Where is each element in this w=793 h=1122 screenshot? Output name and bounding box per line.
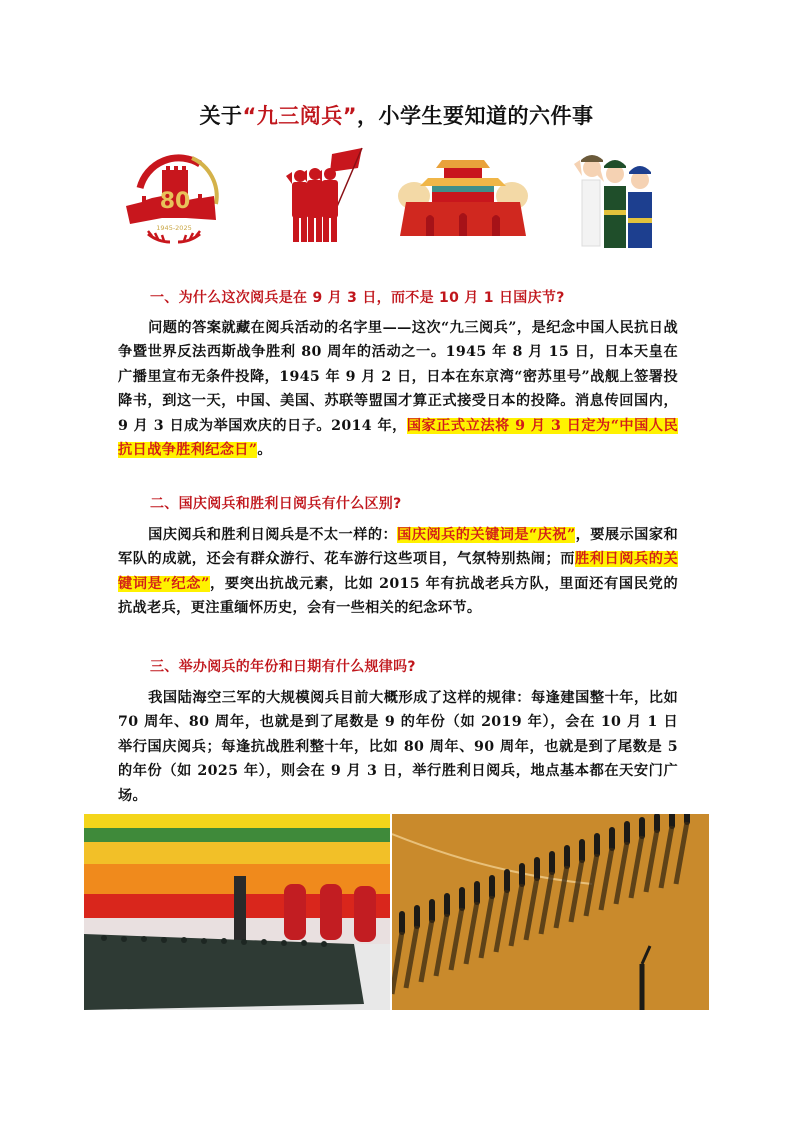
soldiers-shadows-photo (392, 814, 709, 1010)
anniversary-logo-icon (122, 146, 222, 246)
section-1-end: 。 (257, 442, 272, 459)
parade-photos (84, 814, 709, 1010)
title-highlight: “九三阅兵” (242, 104, 358, 128)
section-3-paragraph (118, 686, 678, 808)
illustration-row (110, 146, 690, 256)
section-1-paragraph (118, 316, 678, 462)
tiananmen-gate-icon (398, 146, 528, 241)
svg-text:1945-2025: 1945-2025 (156, 224, 192, 232)
page-title (0, 100, 793, 130)
saluting-soldiers-flag-icon (278, 146, 368, 246)
section-2-highlight-2: 胜利日阅兵的关键词是“纪念” (118, 551, 679, 592)
saluting-officers-icon (568, 146, 668, 251)
section-3-text: 我国陆海空三军的大规模阅兵目前大概形成了这样的规律：每逢建国整十年，比如 70 周年、80 周年，也就是到了尾数是 9 的年份（如 2019 年），会在 10 月 1 日举行国庆阅兵；每逢抗战胜利整十年，比如 80 周年、90 周年，也就是到了尾数是 5 的年份（如 2025 年），则会在 9 月 3 日，举行胜利日阅兵，地点基本都在天安门广场。 (118, 690, 678, 804)
title-suffix: ，小学生要知道的六件事 (357, 104, 594, 128)
section-2-heading: 二、国庆阅兵和胜利日阅兵有什么区别? (150, 496, 402, 512)
section-1-heading: 一、为什么这次阅兵是在 9 月 3 日，而不是 10 月 1 日国庆节? (150, 290, 565, 306)
section-2-text-1: 国庆阅兵和胜利日阅兵是不太一样的： (148, 527, 398, 543)
section-1-text: 问题的答案就藏在阅兵活动的名字里——这次“九三阅兵”，是纪念中国人民抗日战争暨世界反法西斯战争胜利 80 周年的活动之一。1945 年 8 月 15 日，日本天皇在广播里宣布无条件投降，1945 年 9 月 2 日，日本在东京湾“密苏里号”战舰上签署投降书，到这一天，中国、美国、苏联等盟国才算正式接受日本的投降。消息传回国内，9 月 3 日成为举国欢庆的日子。2014 年， (118, 320, 678, 434)
section-2-text-2: ，要展示国家和军队的成就，还会有群众游行、花车游行这些项目，气氛特别热闹；而 (118, 527, 679, 568)
section-2-paragraph (118, 523, 678, 621)
section-2-highlight-1: 国庆阅兵的关键词是“庆祝” (397, 527, 576, 543)
section-2-text-3: ，要突出抗战元素，比如 2015 年有抗战老兵方队，里面还有国民党的抗战老兵，更注重缅怀历史，会有一些相关的纪念环节。 (118, 575, 678, 617)
section-1-highlight: 国家正式立法将 9 月 3 日定为“中国人民抗日战争胜利纪念日” (118, 417, 678, 459)
svg-text:80: 80 (159, 189, 191, 214)
section-3-heading: 三、举办阅兵的年份和日期有什么规律吗? (150, 659, 416, 675)
title-prefix: 关于 (199, 104, 243, 128)
parade-troops-photo (84, 814, 390, 1010)
